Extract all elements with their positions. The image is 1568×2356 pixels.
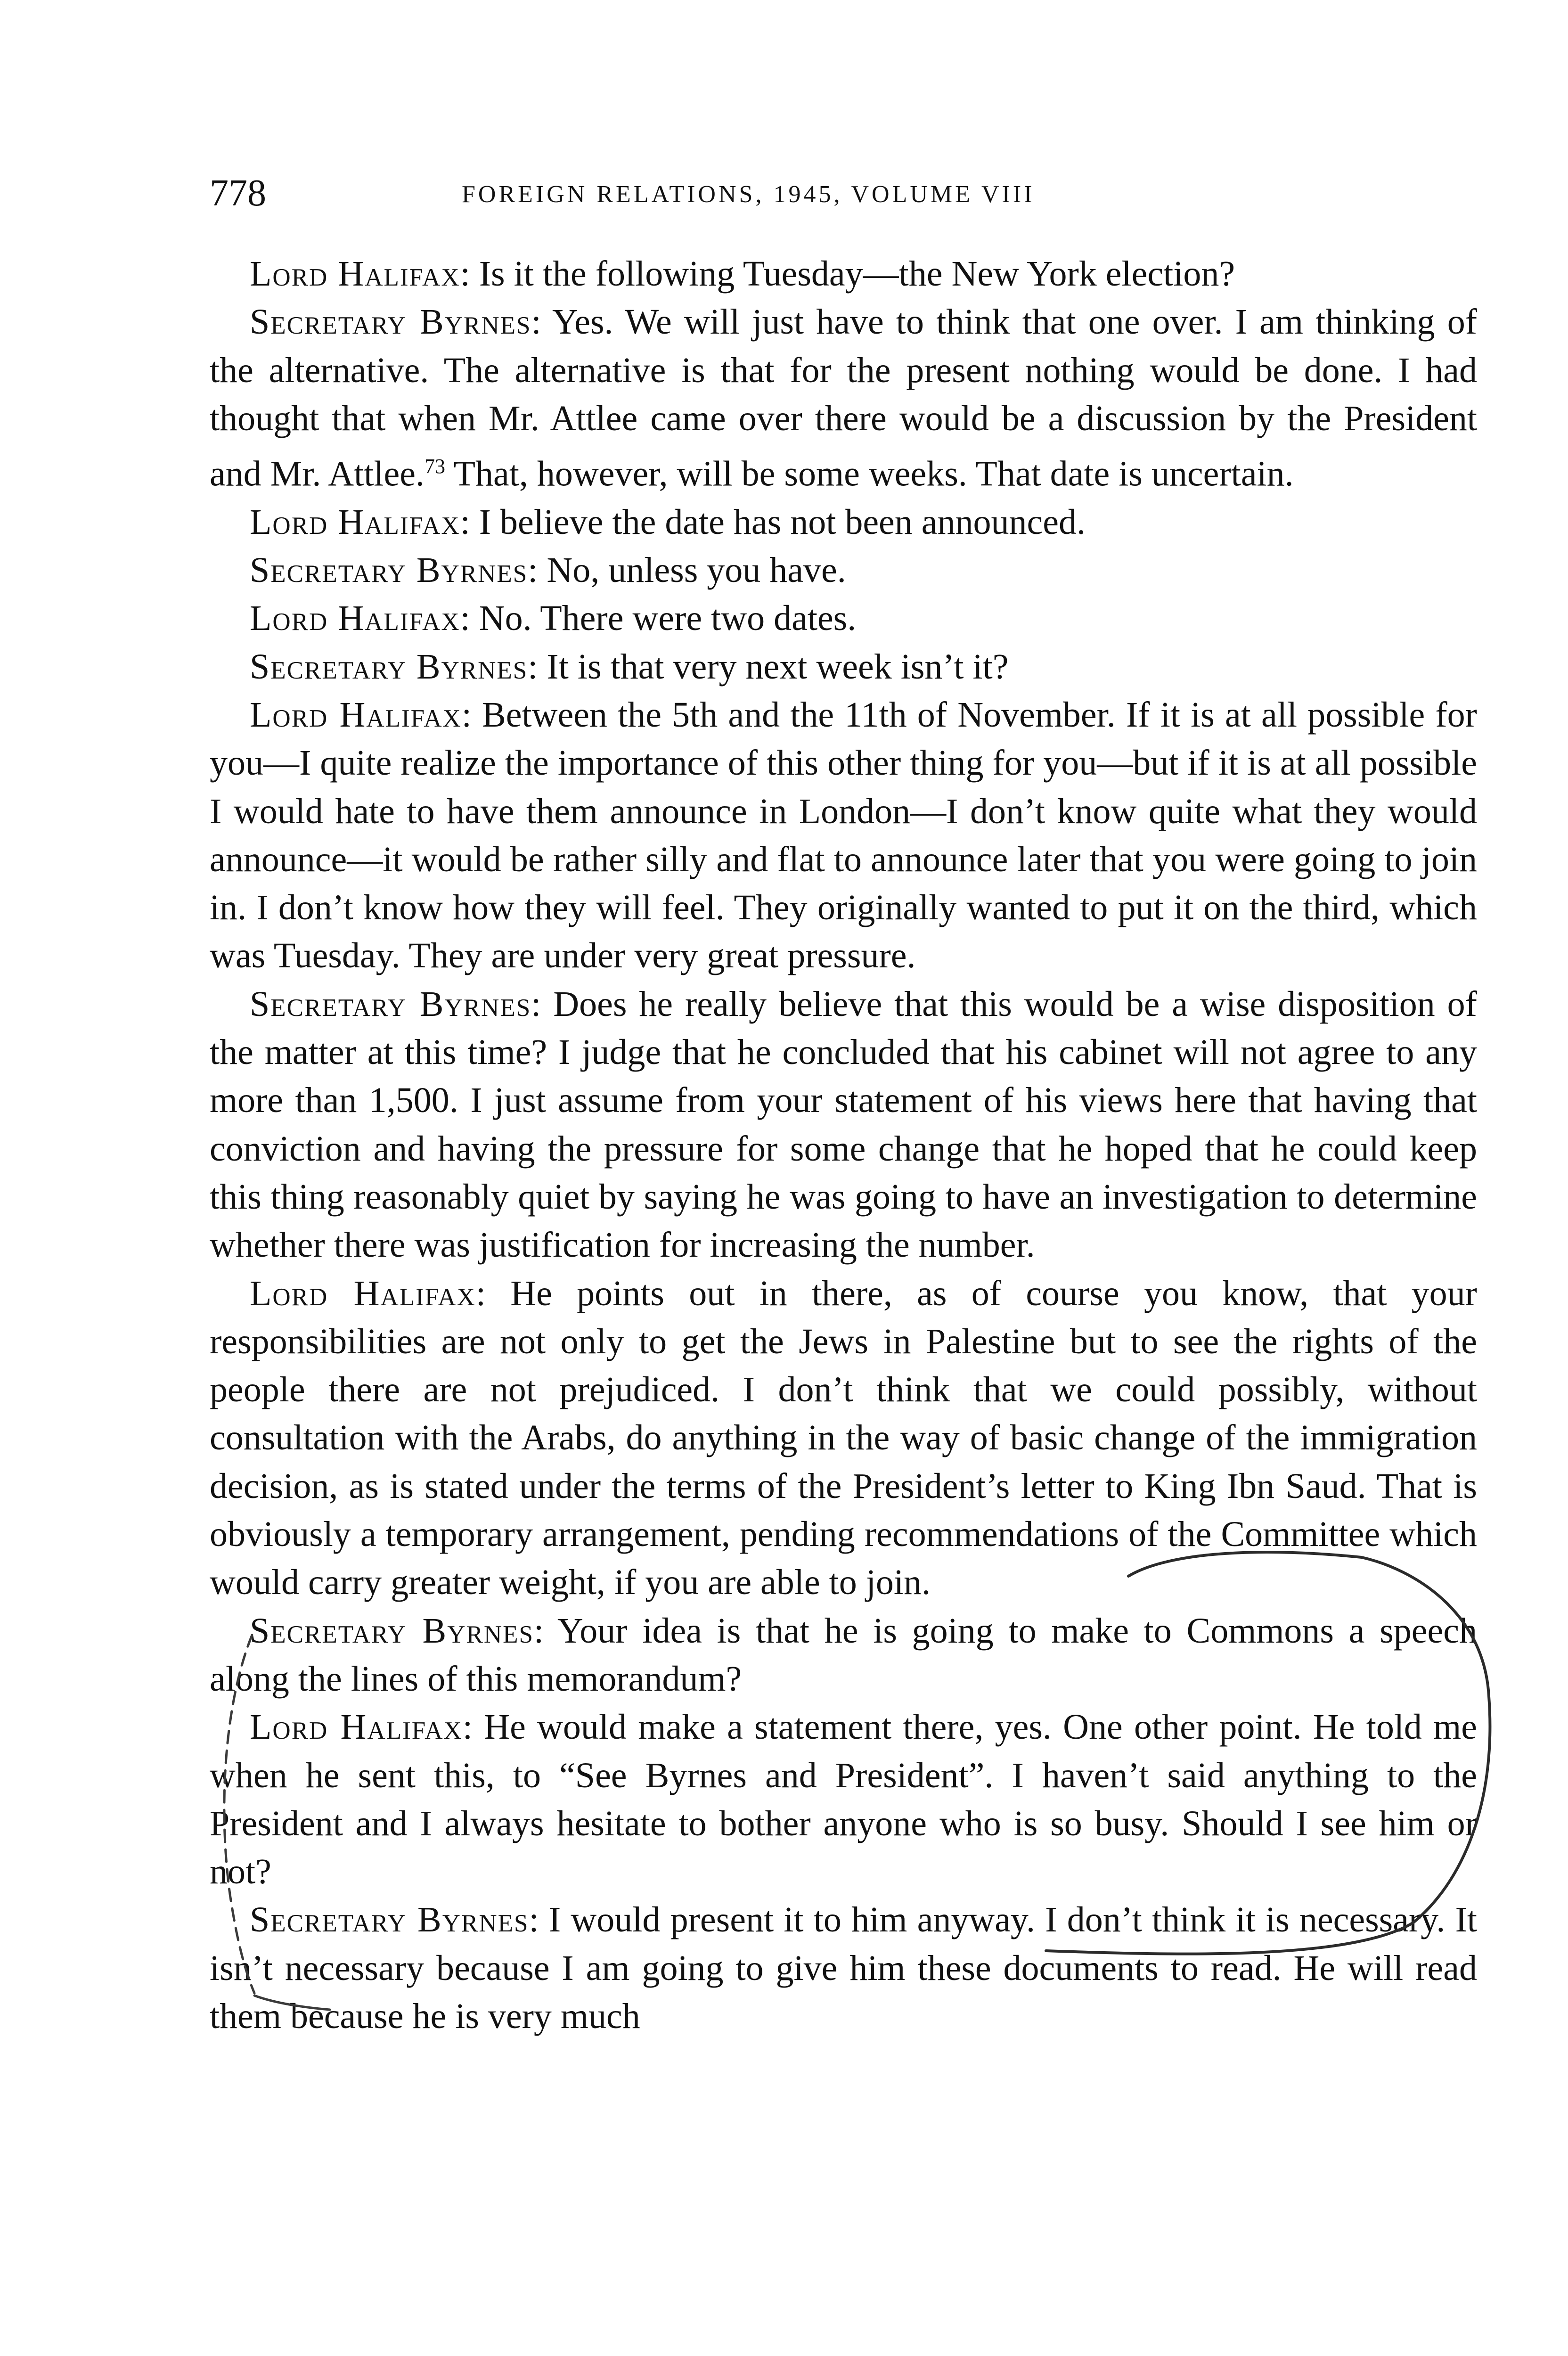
page-number: 778 [210, 172, 266, 214]
dialogue-text: No. There were two dates. [479, 598, 857, 638]
dialogue-paragraph: Lord Halifax: Between the 5th and the 11th of November. If it is at all possible for you—I quite realize the importance of this other thing for you—but if it is at all possible I would hate to have them announce in London—I don’t know quite what they would announce—it would be rather silly and flat to announce later that you were going to join in. I don’t know how they will feel. They originally wanted to put it on the third, which was Tuesday. They are under very great pressure. [210, 695, 1477, 976]
dialogue-paragraph: Secretary Byrnes: No, unless you have. [250, 550, 846, 590]
dialogue-text: He would make a statement there, yes. One other point. He told me when he sent this, to “See Byrnes and President”. I haven’t said anything to the President and I always hesitate to bother anyone who is so busy. Should I see him or not? [210, 1707, 1478, 1892]
speaker-name: Secretary Byrnes [250, 302, 531, 342]
dialogue-text: I would present it to him anyway. I don’t think it is necessary. It isn’t necessary because I am going to give him these documents to read. He will read them because he is very much [210, 1900, 1477, 2037]
dialogue-paragraph: Secretary Byrnes: It is that very next week isn’t it? [250, 646, 1009, 687]
speaker-name: Secretary Byrnes [250, 646, 528, 687]
speaker-name: Secretary Byrnes [250, 550, 528, 590]
speaker-name: Secretary Byrnes [250, 1611, 534, 1651]
dialogue-text: I believe the date has not been announced. [479, 502, 1086, 542]
dialogue-paragraph: Lord Halifax: He points out in there, as of course you know, that your responsibilities are not only to get the Jews in Palestine but to see the rights of the people there are not prejudiced. I don’t think that we could possibly, without consultation with the Arabs, do anything in the way of basic change of the immigration decision, as is stated under the terms of the President’s letter to King Ibn Saud. That is obviously a temporary arrangement, pending recommendations of the Committee which would carry greater weight, if you are able to join. [210, 1273, 1477, 1603]
dialogue-text: No, unless you have. [547, 550, 846, 590]
dialogue-text: That, however, will be some weeks. That date is uncertain. [445, 454, 1294, 494]
footnote-reference: 73 [424, 455, 445, 478]
speaker-name: Secretary Byrnes [250, 984, 531, 1024]
speaker-name: Lord Halifax [250, 598, 460, 638]
running-title: FOREIGN RELATIONS, 1945, VOLUME VIII [462, 181, 1035, 208]
dialogue-paragraph: Secretary Byrnes: Your idea is that he is going to make to Commons a speech along the lines of this memorandum? [210, 1611, 1477, 1699]
speaker-name: Lord Halifax [250, 502, 460, 542]
dialogue-text: Does he really believe that this would be a wise disposition of the matter at this time? I judge that he concluded that his cabinet will not agree to any more than 1,500. I just assume from your statement of his views here that having that conviction and having the pressure for some change that he hoped that he could keep this thing reasonably quiet by saying he was going to have an investigation to determine whether there was justification for increasing the number. [210, 984, 1477, 1265]
dialogue-text: Yes. We will just have to think that one over. I am thinking of the alternative. The alternative is that for the present nothing would be done. I had thought that when Mr. Attlee came over there would be a discussion by the President and Mr. Attlee. [210, 302, 1478, 494]
dialogue-paragraph: Lord Halifax: I believe the date has not been announced. [250, 502, 1086, 542]
speaker-name: Lord Halifax [250, 695, 462, 735]
dialogue-paragraph: Secretary Byrnes: Yes. We will just have to think that one over. I am thinking of the alternative. The alternative is that for the present nothing would be done. I had thought that when Mr. Attlee came over there would be a discussion by the President and Mr. Attlee.$^{73}$ That, however, will be some weeks. That date is uncertain. [210, 302, 1478, 494]
dialogue-text: Your idea is that he is going to make to Commons a speech along the lines of this memorandum? [210, 1611, 1477, 1699]
dialogue-paragraph: Lord Halifax: He would make a statement there, yes. One other point. He told me when he sent this, to “See Byrnes and President”. I haven’t said anything to the President and I always hesitate to bother anyone who is so busy. Should I see him or not? [210, 1707, 1478, 1892]
dialogue-paragraph: Secretary Byrnes: Does he really believe that this would be a wise disposition of the matter at this time? I judge that he concluded that his cabinet will not agree to any more than 1,500. I just assume from your statement of his views here that having that conviction and having the pressure for some change that he hoped that he could keep this thing reasonably quiet by saying he was going to have an investigation to determine whether there was justification for increasing the number. [210, 984, 1477, 1265]
speaker-name: Lord Halifax [250, 1707, 463, 1747]
dialogue-paragraph: Lord Halifax: No. There were two dates. [250, 598, 857, 638]
dialogue-paragraph: Lord Halifax: Is it the following Tuesday—the New York election? [250, 254, 1235, 294]
speaker-name: Lord Halifax [250, 1273, 476, 1313]
page-header [210, 167, 1477, 219]
dialogue-text: Between the 5th and the 11th of November. If it is at all possible for you—I quite realize the importance of this other thing for you—but if it is at all possible I would hate to have them announce in London—I don’t know quite what they would announce—it would be rather silly and flat to announce later that you were going to join in. I don’t know how they will feel. They originally wanted to put it on the third, which was Tuesday. They are under very great pressure. [210, 695, 1477, 976]
transcript-body [210, 250, 1477, 2040]
speaker-name: Lord Halifax [250, 254, 460, 294]
speaker-name: Secretary Byrnes [250, 1900, 529, 1940]
dialogue-paragraph: Secretary Byrnes: I would present it to him anyway. I don’t think it is necessary. It isn’t necessary because I am going to give him these documents to read. He will read them because he is very much [210, 1900, 1477, 2037]
dialogue-text: Is it the following Tuesday—the New York election? [479, 254, 1235, 294]
dialogue-text: It is that very next week isn’t it? [547, 646, 1009, 687]
dialogue-text: He points out in there, as of course you know, that your responsibilities are not only to get the Jews in Palestine but to see the rights of the people there are not prejudiced. I don’t think that we could possibly, without consultation with the Arabs, do anything in the way of basic change of the immigration decision, as is stated under the terms of the President’s letter to King Ibn Saud. That is obviously a temporary arrangement, pending recommendations of the Committee which would carry greater weight, if you are able to join. [210, 1273, 1477, 1603]
